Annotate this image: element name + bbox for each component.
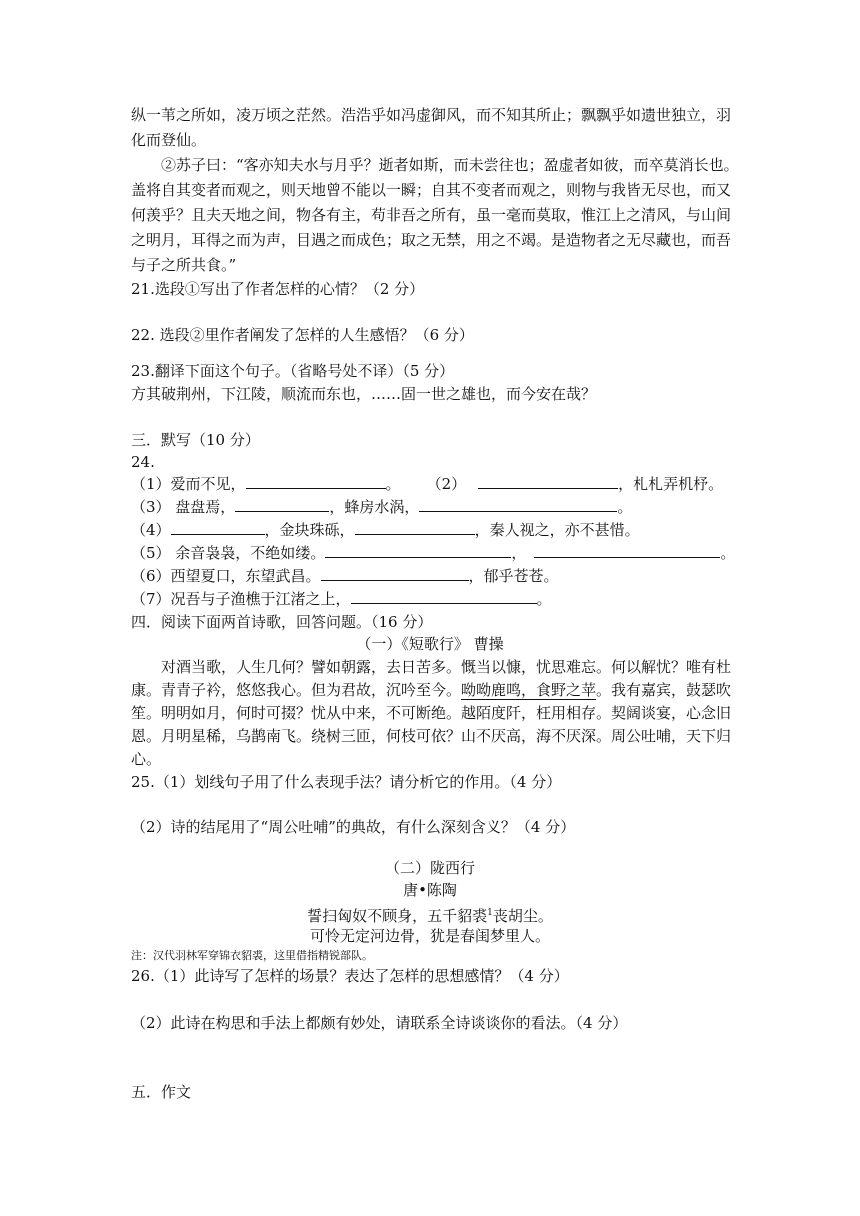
dictation-item-4 [131, 520, 640, 540]
item-text: （7）况吾与子渔樵于江渚之上， [131, 590, 351, 608]
question-23-text: 方其破荆州，下江陵，顺流而东也，……固一世之雄也，而今安在哉？ [131, 385, 597, 403]
item-text: ，金块珠砾， [264, 521, 355, 539]
poem-1-line [131, 680, 731, 700]
question-24-number: 24. [131, 453, 155, 471]
item-text: （2） [426, 475, 467, 493]
question-25-2: （2）诗的结尾用了“周公吐哺”的典故，有什么深刻含义？（4 分） [131, 818, 576, 836]
section-3-header: 三．默写（10 分） [131, 431, 260, 449]
answer-blank[interactable] [355, 520, 475, 535]
dictation-item-3 [131, 497, 632, 517]
item-text: ，郁乎苍苍。 [468, 567, 559, 585]
poem-1-line: 笙。明明如月，何时可掇？忧从中来，不可断绝。越陌度阡，枉用相存。契阔谈宴，心念旧 [131, 704, 732, 722]
question-25-1: 25.（1）划线句子用了什么表现手法？请分析它的作用。（4 分） [131, 773, 562, 791]
poem-2-line: 可怜无定河边骨，犹是春闺梦里人。 [309, 927, 550, 945]
section-5-header: 五．作文 [131, 1083, 192, 1101]
answer-blank[interactable] [351, 589, 537, 604]
question-26-1: 26.（1）此诗写了怎样的场景？表达了怎样的思想感情？（4 分） [131, 967, 569, 985]
poem-2-author: 唐•陈陶 [403, 881, 457, 899]
answer-blank[interactable] [321, 566, 469, 581]
poem-1-line: 恩。月明星稀，乌鹊南飞。绕树三匝，何枝可依？山不厌高，海不厌深。周公吐哺，天下归 [131, 727, 732, 745]
poem-1-title: （一）《短歌行》 曹操 [356, 635, 504, 653]
passage-line: ②苏子曰：“客亦知夫水与月乎？逝者如斯，而未尝往也；盈虚者如彼，而卒莫消长也。 [161, 156, 739, 174]
answer-blank[interactable] [325, 543, 511, 558]
item-text: （5） 余音袅袅，不绝如缕。 [131, 544, 326, 562]
item-text: （1）爱而不见， [131, 475, 246, 493]
footnote-marker: 1 [487, 908, 493, 918]
passage-line: 之明月，耳得之而为声，目遇之而成色；取之无禁，用之不竭。是造物者之无尽藏也，而吾 [131, 231, 732, 249]
question-26-2: （2）此诗在构思和手法上都颇有妙处，请联系全诗谈谈你的看法。（4 分） [131, 1014, 628, 1032]
item-text: ，秦人视之，亦不甚惜。 [474, 521, 640, 539]
poem-text: 康。青青子衿，悠悠我心。但为君故，沉吟至今。 [131, 681, 462, 699]
item-text: （3） 盘盘焉， [131, 498, 236, 516]
item-text: 。 [385, 475, 401, 493]
question-22: 22. 选段②里作者阐发了怎样的人生感悟？（6 分） [131, 326, 474, 344]
poem-text: 丧胡尘。 [492, 907, 553, 925]
passage-line: 纵一苇之所如，凌万顷之茫然。浩浩乎如冯虚御风，而不知其所止；飘飘乎如遗世独立，羽 [131, 106, 732, 124]
question-21: 21.选段①写出了作者怎样的心情？（2 分） [131, 280, 425, 298]
item-text: ，蜂房水涡， [329, 498, 420, 516]
poem-text: 誓扫匈奴不顾身，五千貂裘 [307, 907, 488, 925]
poem-2-line [0, 903, 860, 926]
section-4-header: 四．阅读下面两首诗歌，回答问题。（16 分） [131, 613, 433, 631]
poem-1-line: 对酒当歌，人生几何？譬如朝露，去日苦多。慨当以慷，忧思难忘。何以解忧？唯有杜 [161, 658, 732, 676]
poem-2-title: （二）陇西行 [384, 859, 475, 877]
item-text: ， [511, 544, 527, 562]
dictation-item-5 [131, 543, 735, 563]
item-text: ，札札弄机杼。 [618, 475, 724, 493]
item-text: （4） [131, 521, 171, 539]
passage-line: 何羡乎？且夫天地之间，物各有主，苟非吾之所有，虽一毫而莫取，惟江上之清风，与山间 [131, 206, 732, 224]
poem-text: 。我有嘉宾，鼓瑟吹 [596, 681, 732, 699]
question-23: 23.翻译下面这个句子。（省略号处不译）（5 分） [131, 362, 455, 380]
passage-line: 与子之所共食。” [131, 256, 237, 274]
dictation-item-7 [131, 589, 552, 609]
answer-blank[interactable] [419, 497, 617, 512]
answer-blank[interactable] [171, 520, 265, 535]
answer-blank[interactable] [478, 474, 618, 489]
passage-line: 化而登仙。 [131, 131, 207, 149]
answer-blank[interactable] [246, 474, 386, 489]
poem-2-note: 注：汉代羽林军穿锦衣貂裘，这里借指精锐部队。 [131, 949, 373, 962]
item-text: （6）西望夏口，东望武昌。 [131, 567, 321, 585]
item-text: 。 [617, 498, 633, 516]
answer-blank[interactable] [235, 497, 329, 512]
dictation-item-1-2 [131, 474, 723, 494]
poem-1-line: 心。 [131, 750, 162, 768]
answer-blank[interactable] [534, 543, 720, 558]
passage-line: 盖将自其变者而观之，则天地曾不能以一瞬；自其不变者而观之，则物与我皆无尽也，而又 [131, 181, 732, 199]
item-text: 。 [720, 544, 736, 562]
dictation-item-6 [131, 566, 559, 586]
item-text: 。 [536, 590, 552, 608]
underlined-sentence: 呦呦鹿鸣，食野之苹 [461, 681, 597, 699]
